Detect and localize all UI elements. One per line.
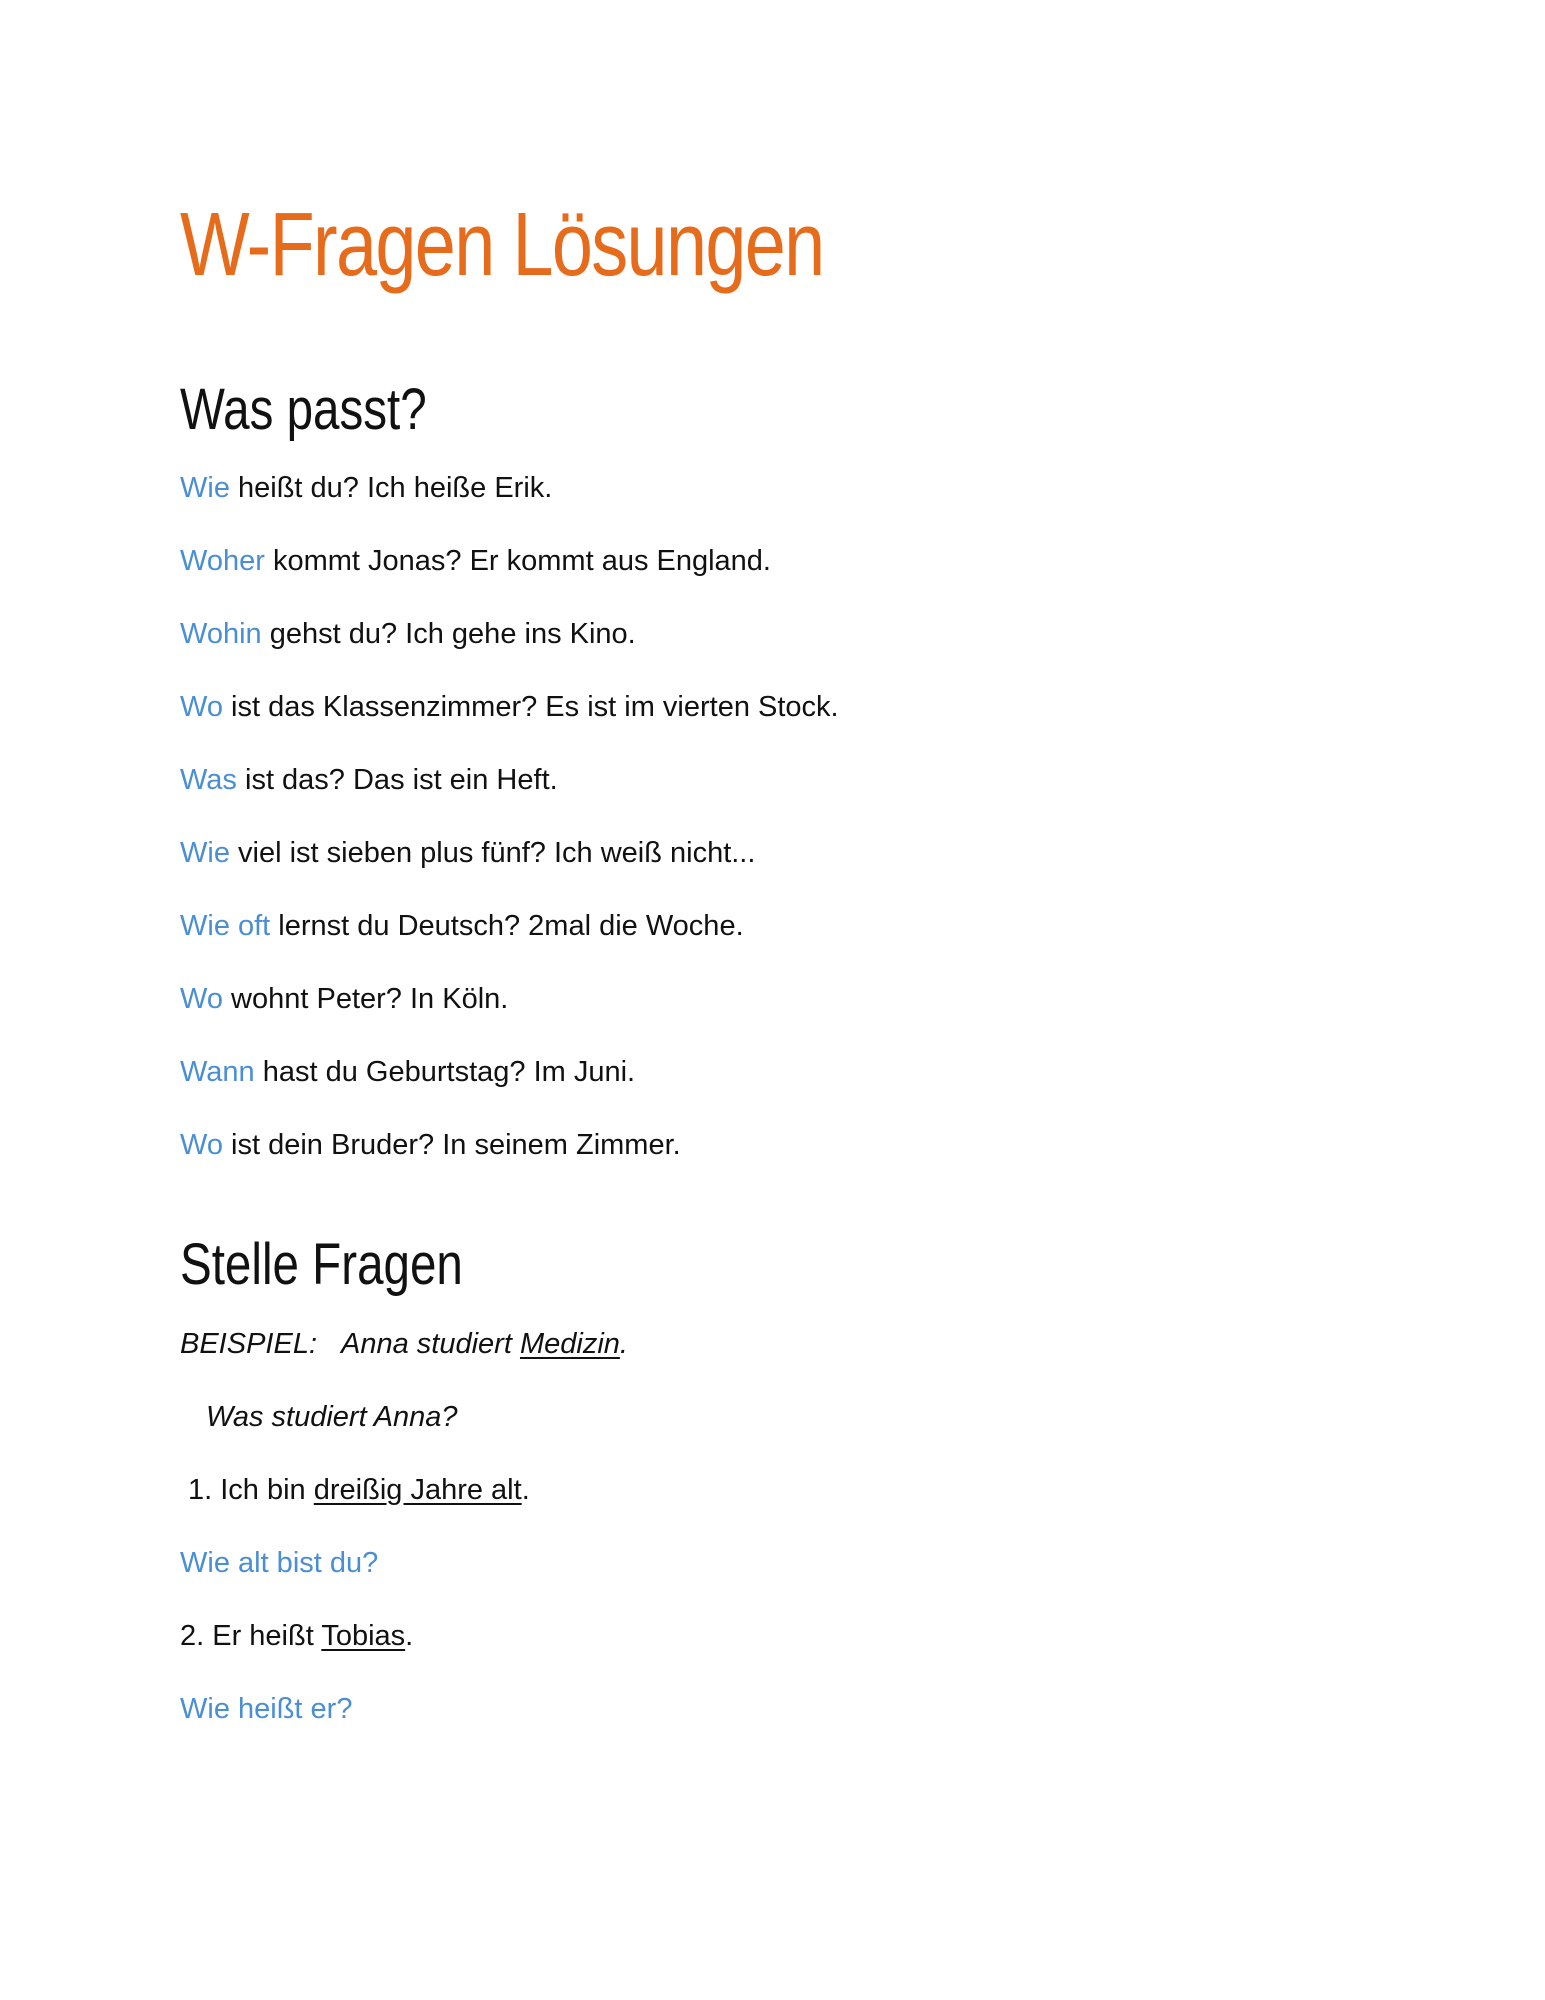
example-underlined: Medizin	[519, 1328, 620, 1360]
example-question: Was studiert Anna?	[206, 1401, 458, 1433]
question-word: Wie	[180, 837, 230, 869]
question-word: Was	[180, 764, 237, 796]
list-item	[180, 616, 636, 652]
sentence-text: hast du Geburtstag? Im Juni.	[254, 1056, 636, 1088]
list-item	[180, 835, 755, 871]
sentence-text: wohnt Peter? In Köln.	[222, 983, 509, 1015]
question-word: Wo	[180, 691, 223, 723]
list-item	[180, 543, 771, 579]
question-word: Wo	[180, 1129, 223, 1161]
list-item	[180, 908, 744, 944]
question-2	[180, 1618, 413, 1654]
list-item	[180, 1127, 681, 1163]
list-item	[180, 1054, 635, 1090]
section-heading-was-passt: Was passt?	[180, 377, 427, 442]
sentence-text: kommt Jonas? Er kommt aus England.	[264, 545, 771, 577]
question-word: Wie	[180, 472, 230, 504]
sentence-text: ist das Klassenzimmer? Es ist im vierten Stock.	[222, 691, 839, 723]
question-2-pre: 2. Er heißt	[180, 1620, 322, 1652]
question-1-post: .	[521, 1474, 530, 1506]
section-heading-stelle-fragen: Stelle Fragen	[180, 1232, 463, 1297]
question-1	[188, 1472, 530, 1508]
question-word: Wohin	[180, 618, 262, 650]
question-word: Woher	[180, 545, 265, 577]
example-sentence-post: .	[619, 1328, 628, 1360]
question-word: Wann	[180, 1056, 255, 1088]
sentence-text: ist das? Das ist ein Heft.	[236, 764, 558, 796]
list-item	[180, 689, 839, 725]
sentence-text: ist dein Bruder? In seinem Zimmer.	[222, 1129, 681, 1161]
page-title: W-Fragen Lösungen	[180, 195, 824, 295]
question-word: Wo	[180, 983, 223, 1015]
question-1-pre: 1. Ich bin	[188, 1474, 314, 1506]
question-2-post: .	[405, 1620, 414, 1652]
sentence-text: heißt du? Ich heiße Erik.	[229, 472, 553, 504]
question-2-underlined: Tobias	[321, 1620, 406, 1652]
example-sentence-pre: Anna studiert	[341, 1328, 520, 1360]
answer-2: Wie heißt er?	[180, 1693, 353, 1725]
example-label: BEISPIEL:	[180, 1328, 318, 1360]
list-item	[180, 470, 552, 506]
answer-1: Wie alt bist du?	[180, 1547, 379, 1579]
list-item	[180, 762, 558, 798]
question-1-underlined: dreißig Jahre alt	[313, 1474, 522, 1506]
sentence-text: lernst du Deutsch? 2mal die Woche.	[270, 910, 744, 942]
example-line	[180, 1326, 628, 1362]
sentence-text: viel ist sieben plus fünf? Ich weiß nicht...	[229, 837, 756, 869]
question-word: Wie oft	[180, 910, 271, 942]
document-page	[180, 190, 1380, 1725]
list-item	[180, 981, 508, 1017]
sentence-text: gehst du? Ich gehe ins Kino.	[261, 618, 636, 650]
